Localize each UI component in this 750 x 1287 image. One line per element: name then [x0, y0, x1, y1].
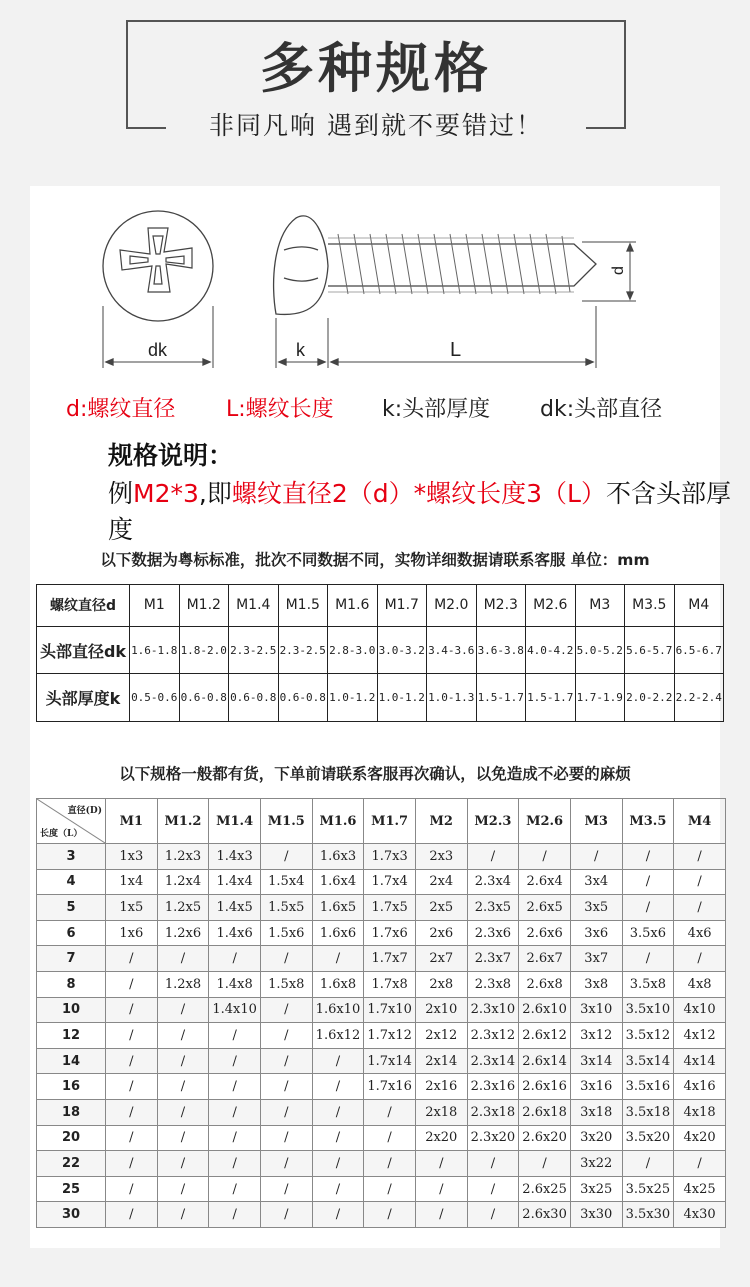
table2-cell: /	[467, 1151, 519, 1177]
table2-cell: 3.5x8	[622, 971, 674, 997]
table2-cell: 2.6x30	[519, 1202, 571, 1228]
table2-cell: 2.3x4	[467, 869, 519, 895]
spec-example-note: 不含头部厚度	[108, 479, 731, 544]
table2-cell: 2x18	[415, 1099, 467, 1125]
table2-cell: /	[106, 1099, 158, 1125]
table2-row	[37, 1048, 726, 1074]
table2-cell: 2.6x6	[519, 920, 571, 946]
table2-column-header: M2.3	[467, 799, 519, 844]
table1-row-header: 头部直径dk	[37, 626, 130, 674]
table2-cell: /	[260, 1099, 312, 1125]
table2-cell: 1.4x6	[209, 920, 261, 946]
table2-cell: 1.6x6	[312, 920, 364, 946]
table2-row	[37, 1151, 726, 1177]
table2-row	[37, 869, 726, 895]
table2-cell: /	[622, 946, 674, 972]
table2-cell: 3x14	[570, 1048, 622, 1074]
table2-cell: 2.6x16	[519, 1074, 571, 1100]
table1-cell: 2.2-2.4	[674, 674, 724, 722]
spec-example	[108, 474, 750, 546]
table2-cell: /	[106, 1176, 158, 1202]
table2-cell: 3x6	[570, 920, 622, 946]
screw-diagram	[96, 206, 656, 376]
table2-cell: 3.5x12	[622, 1023, 674, 1049]
table2-cell: /	[106, 1202, 158, 1228]
table2-cell: /	[209, 1202, 261, 1228]
table2-cell: /	[415, 1151, 467, 1177]
table2-cell: /	[622, 895, 674, 921]
table2-cell: 2.6x10	[519, 997, 571, 1023]
table2-cell: 3x10	[570, 997, 622, 1023]
table1-cell: 1.0-1.2	[328, 674, 378, 722]
table1-column-header: M3.5	[625, 585, 675, 627]
table2-cell: 1.7x7	[364, 946, 416, 972]
table2-cell: /	[312, 1151, 364, 1177]
table1-column-header: M1.4	[229, 585, 279, 627]
table2-cell: /	[415, 1202, 467, 1228]
table2-cell: 1x4	[106, 869, 158, 895]
table1-cell: 3.6-3.8	[476, 626, 526, 674]
table1-column-header: M2.6	[526, 585, 576, 627]
table2-cell: /	[260, 997, 312, 1023]
label-k: k	[296, 340, 305, 360]
table2-cell: 1x3	[106, 844, 158, 870]
spec-example-prefix: 例	[108, 479, 134, 508]
table2-cell: 3.5x25	[622, 1176, 674, 1202]
table2-cell: 1.2x5	[157, 895, 209, 921]
table2-cell: 2.3x14	[467, 1048, 519, 1074]
table2-cell: /	[312, 1048, 364, 1074]
table2-cell: /	[312, 1202, 364, 1228]
table2-cell: 3x20	[570, 1125, 622, 1151]
table1-cell: 6.5-6.7	[674, 626, 724, 674]
table2-cell: 3.5x16	[622, 1074, 674, 1100]
table2-cell: 1.2x4	[157, 869, 209, 895]
table1-cell: 1.0-1.2	[377, 674, 427, 722]
table2-cell: /	[106, 971, 158, 997]
table2-cell: 2x12	[415, 1023, 467, 1049]
table2-cell: 1.2x3	[157, 844, 209, 870]
table2-cell: 2x4	[415, 869, 467, 895]
corner-length-label: 长度（L）	[40, 829, 83, 839]
page-subtitle: 非同凡响 遇到就不要错过！	[166, 106, 586, 142]
table1-cell: 0.6-0.8	[229, 674, 279, 722]
table2-cell: /	[674, 895, 726, 921]
table2-row-length: 20	[37, 1125, 106, 1151]
table2-row-length: 14	[37, 1048, 106, 1074]
table2-cell: 2.3x12	[467, 1023, 519, 1049]
table2-column-header: M1	[106, 799, 158, 844]
table2-cell: 3x16	[570, 1074, 622, 1100]
table2-cell: 1.4x4	[209, 869, 261, 895]
table2-cell: /	[260, 1048, 312, 1074]
table2-cell: 2.3x16	[467, 1074, 519, 1100]
table2-cell: 2.3x18	[467, 1099, 519, 1125]
table2-row-length: 10	[37, 997, 106, 1023]
table1-cell: 1.0-1.3	[427, 674, 477, 722]
table2-cell: 4x25	[674, 1176, 726, 1202]
table1-column-header: M4	[674, 585, 724, 627]
table2-cell: 1.4x8	[209, 971, 261, 997]
table2-column-header: M1.4	[209, 799, 261, 844]
table2-cell: 3.5x14	[622, 1048, 674, 1074]
table2-cell: /	[312, 1074, 364, 1100]
label-L: L	[450, 339, 462, 361]
table2-cell: 3x18	[570, 1099, 622, 1125]
head-dimensions-table	[36, 584, 724, 722]
table2-row-length: 6	[37, 920, 106, 946]
table1-note: 以下数据为粤标标准，批次不同数据不同，实物详细数据请联系客服 单位：mm	[100, 551, 650, 569]
table1-row-header: 头部厚度k	[37, 674, 130, 722]
legend-dk: dk:头部直径	[540, 397, 663, 422]
table2-cell: 2.6x5	[519, 895, 571, 921]
table2-cell: 3x4	[570, 869, 622, 895]
table2-cell: /	[364, 1099, 416, 1125]
table2-cell: /	[674, 946, 726, 972]
table2-cell: /	[106, 997, 158, 1023]
table1-cell: 2.0-2.2	[625, 674, 675, 722]
table2-cell: /	[209, 946, 261, 972]
table2-cell: 1.5x5	[260, 895, 312, 921]
table2-cell: 3.5x6	[622, 920, 674, 946]
table2-row-length: 12	[37, 1023, 106, 1049]
table2-cell: 3x30	[570, 1202, 622, 1228]
table2-cell: 1.7x3	[364, 844, 416, 870]
table2-cell: 3.5x30	[622, 1202, 674, 1228]
table2-cell: 2x8	[415, 971, 467, 997]
table1-column-header: M3	[575, 585, 625, 627]
table2-cell: 1.4x5	[209, 895, 261, 921]
table2-cell: 2x3	[415, 844, 467, 870]
table2-cell: /	[467, 1202, 519, 1228]
table2-row	[37, 1099, 726, 1125]
table2-cell: 2.6x20	[519, 1125, 571, 1151]
table2-column-header: M3.5	[622, 799, 674, 844]
table2-cell: 1.6x4	[312, 869, 364, 895]
table2-column-header: M1.5	[260, 799, 312, 844]
table2-cell: 2x5	[415, 895, 467, 921]
table2-cell: /	[209, 1099, 261, 1125]
table2-column-header: M1.6	[312, 799, 364, 844]
table2-cell: /	[106, 1151, 158, 1177]
table2-cell: 1.7x8	[364, 971, 416, 997]
table2-cell: /	[312, 1125, 364, 1151]
spec-example-meaning: 螺纹直径2（d）*螺纹长度3（L）	[231, 479, 606, 508]
table2-cell: 3x25	[570, 1176, 622, 1202]
table1-column-header: M2.0	[427, 585, 477, 627]
table2-cell: 4x12	[674, 1023, 726, 1049]
table2-row	[37, 997, 726, 1023]
table2-cell: 4x10	[674, 997, 726, 1023]
table2-cell: 4x18	[674, 1099, 726, 1125]
table1-row	[37, 626, 724, 674]
table2-cell: 1.2x6	[157, 920, 209, 946]
table2-cell: 4x14	[674, 1048, 726, 1074]
table2-cell: 1x6	[106, 920, 158, 946]
table2-cell: 2.6x12	[519, 1023, 571, 1049]
table1-column-header: M2.3	[476, 585, 526, 627]
table2-row	[37, 1125, 726, 1151]
table2-cell: 3x12	[570, 1023, 622, 1049]
table2-cell: /	[312, 1099, 364, 1125]
table2-cell: /	[519, 844, 571, 870]
legend-d: d:螺纹直径	[66, 397, 176, 422]
table2-cell: /	[209, 1176, 261, 1202]
table2-cell: /	[106, 946, 158, 972]
table2-header-row	[37, 799, 726, 844]
table1-cell: 2.3-2.5	[229, 626, 279, 674]
table1-column-header: M1.7	[377, 585, 427, 627]
table2-cell: /	[260, 1151, 312, 1177]
table2-cell: 3.5x20	[622, 1125, 674, 1151]
legend-L: L:螺纹长度	[226, 397, 334, 422]
table2-cell: /	[364, 1151, 416, 1177]
table2-row	[37, 1023, 726, 1049]
table2-cell: 1.5x4	[260, 869, 312, 895]
table2-cell: 1.7x10	[364, 997, 416, 1023]
table2-cell: /	[622, 844, 674, 870]
table2-cell: /	[157, 1151, 209, 1177]
table2-cell: /	[674, 869, 726, 895]
table2-cell: /	[674, 844, 726, 870]
table2-cell: /	[157, 997, 209, 1023]
table1-column-header: M1	[130, 585, 180, 627]
table2-cell: /	[364, 1176, 416, 1202]
table2-column-header: M1.7	[364, 799, 416, 844]
table1-cell: 3.0-3.2	[377, 626, 427, 674]
page-title: 多种规格	[260, 37, 492, 100]
table2-cell: /	[364, 1125, 416, 1151]
table2-cell: /	[519, 1151, 571, 1177]
table2-cell: 2.3x20	[467, 1125, 519, 1151]
table2-cell: 3x8	[570, 971, 622, 997]
table2-cell: /	[157, 1176, 209, 1202]
table2-cell: /	[260, 844, 312, 870]
table2-cell: 1.5x6	[260, 920, 312, 946]
spec-example-size: M2*3	[133, 479, 199, 508]
table2-cell: /	[260, 1176, 312, 1202]
table2-cell: 2x16	[415, 1074, 467, 1100]
table1-column-header: M1.6	[328, 585, 378, 627]
table2-cell: 4x6	[674, 920, 726, 946]
table1-cell: 1.6-1.8	[130, 626, 180, 674]
table2-cell: /	[260, 1023, 312, 1049]
table2-cell: /	[157, 1074, 209, 1100]
table1-cell: 2.3-2.5	[278, 626, 328, 674]
table2-row-length: 5	[37, 895, 106, 921]
table2-row-length: 18	[37, 1099, 106, 1125]
table1-cell: 1.5-1.7	[526, 674, 576, 722]
table2-cell: 4x16	[674, 1074, 726, 1100]
table2-row-length: 7	[37, 946, 106, 972]
table2-note: 以下规格一般都有货，下单前请联系客服再次确认，以免造成不必要的麻烦	[119, 765, 631, 783]
table2-row	[37, 1074, 726, 1100]
table2-cell: /	[312, 1176, 364, 1202]
table2-cell: 1.7x6	[364, 920, 416, 946]
screw-thread	[328, 234, 596, 294]
table2-row	[37, 1202, 726, 1228]
table1-cell: 2.8-3.0	[328, 626, 378, 674]
table2-cell: 2.3x8	[467, 971, 519, 997]
table2-column-header: M3	[570, 799, 622, 844]
table2-cell: 3x7	[570, 946, 622, 972]
table2-cell: /	[260, 1125, 312, 1151]
table2-row-length: 16	[37, 1074, 106, 1100]
spec-title: 规格说明：	[108, 441, 234, 470]
table1-cell: 1.5-1.7	[476, 674, 526, 722]
table2-cell: 3x5	[570, 895, 622, 921]
table2-cell: 2.3x5	[467, 895, 519, 921]
table2-cell: 1x5	[106, 895, 158, 921]
table2-cell: /	[209, 1151, 261, 1177]
table2-row	[37, 844, 726, 870]
table2-row-length: 22	[37, 1151, 106, 1177]
table2-cell: 4x8	[674, 971, 726, 997]
table2-cell: 1.6x3	[312, 844, 364, 870]
table2-cell: 1.5x8	[260, 971, 312, 997]
table2-row	[37, 971, 726, 997]
table2-cell: /	[260, 946, 312, 972]
size-availability-table	[36, 798, 726, 1228]
table1-column-header: M1.5	[278, 585, 328, 627]
table1-cell: 4.0-4.2	[526, 626, 576, 674]
table2-cell: /	[157, 1125, 209, 1151]
spec-example-join: ,即	[198, 479, 232, 508]
table2-cell: 2x10	[415, 997, 467, 1023]
phillips-cross-icon	[120, 228, 192, 292]
table2-cell: 2.3x10	[467, 997, 519, 1023]
table2-cell: /	[157, 1048, 209, 1074]
table2-cell: /	[260, 1202, 312, 1228]
table2-cell: 2x6	[415, 920, 467, 946]
table2-cell: 2x14	[415, 1048, 467, 1074]
table1-cell: 1.7-1.9	[575, 674, 625, 722]
table2-cell: 3.5x10	[622, 997, 674, 1023]
table2-cell: /	[622, 869, 674, 895]
table1-cell: 5.6-5.7	[625, 626, 675, 674]
table2-cell: 3x22	[570, 1151, 622, 1177]
table2-cell: /	[106, 1074, 158, 1100]
table2-cell: 1.6x10	[312, 997, 364, 1023]
table2-row	[37, 920, 726, 946]
table2-cell: 1.4x10	[209, 997, 261, 1023]
table2-column-header: M1.2	[157, 799, 209, 844]
table2-cell: /	[622, 1151, 674, 1177]
table2-cell: /	[157, 1099, 209, 1125]
table2-row	[37, 895, 726, 921]
table2-cell: 1.6x12	[312, 1023, 364, 1049]
table2-cell: 1.7x16	[364, 1074, 416, 1100]
table2-row-length: 3	[37, 844, 106, 870]
table1-cell: 1.8-2.0	[179, 626, 229, 674]
table2-cell: 1.7x12	[364, 1023, 416, 1049]
table2-cell: /	[157, 1202, 209, 1228]
table2-cell: 2.6x4	[519, 869, 571, 895]
table2-cell: /	[209, 1074, 261, 1100]
table2-cell: /	[209, 1048, 261, 1074]
table1-column-header: M1.2	[179, 585, 229, 627]
table2-cell: /	[467, 844, 519, 870]
table2-cell: /	[312, 946, 364, 972]
table2-cell: 2.6x14	[519, 1048, 571, 1074]
table1-cell: 0.5-0.6	[130, 674, 180, 722]
table2-cell: 1.7x4	[364, 869, 416, 895]
header-rule-right	[586, 127, 626, 129]
table2-cell: 1.7x14	[364, 1048, 416, 1074]
table1-cell: 0.6-0.8	[179, 674, 229, 722]
corner-diameter-label: 直径(D)	[67, 806, 102, 816]
screw-head-side-view	[274, 216, 328, 315]
table2-cell: 2.6x7	[519, 946, 571, 972]
table2-cell: 1.7x5	[364, 895, 416, 921]
legend-k: k:头部厚度	[382, 397, 491, 422]
label-dk: dk	[148, 340, 168, 360]
table2-cell: /	[570, 844, 622, 870]
table2-cell: /	[209, 1023, 261, 1049]
table2-cell: 1.4x3	[209, 844, 261, 870]
table2-cell: 4x20	[674, 1125, 726, 1151]
table2-column-header: M2.6	[519, 799, 571, 844]
table1-cell: 0.6-0.8	[278, 674, 328, 722]
table2-cell: 2.3x7	[467, 946, 519, 972]
table2-cell: /	[157, 946, 209, 972]
table2-cell: 1.6x5	[312, 895, 364, 921]
table2-cell: /	[157, 1023, 209, 1049]
table1-cell: 3.4-3.6	[427, 626, 477, 674]
table2-cell: /	[467, 1176, 519, 1202]
table2-cell: /	[364, 1202, 416, 1228]
table1-header-row	[37, 585, 724, 627]
table2-row-length: 30	[37, 1202, 106, 1228]
table2-cell: 3.5x18	[622, 1099, 674, 1125]
table2-cell: 2.6x8	[519, 971, 571, 997]
table2-cell: /	[260, 1074, 312, 1100]
table2-cell: 2x20	[415, 1125, 467, 1151]
table2-cell: 1.2x8	[157, 971, 209, 997]
table2-cell: /	[106, 1023, 158, 1049]
table2-cell: /	[209, 1125, 261, 1151]
header-rule-left	[126, 127, 166, 129]
table2-row-length: 25	[37, 1176, 106, 1202]
table2-column-header: M4	[674, 799, 726, 844]
table2-cell: /	[106, 1125, 158, 1151]
table2-row-length: 8	[37, 971, 106, 997]
table1-row	[37, 674, 724, 722]
table2-corner	[37, 799, 106, 844]
table2-cell: 2x7	[415, 946, 467, 972]
table2-cell: 2.6x25	[519, 1176, 571, 1202]
table2-cell: 4x30	[674, 1202, 726, 1228]
table2-cell: /	[415, 1176, 467, 1202]
table2-cell: 1.6x8	[312, 971, 364, 997]
table1-cell: 5.0-5.2	[575, 626, 625, 674]
table2-row	[37, 946, 726, 972]
table2-cell: /	[674, 1151, 726, 1177]
table1-row-header: 螺纹直径d	[37, 585, 130, 627]
table2-cell: 2.6x18	[519, 1099, 571, 1125]
table2-column-header: M2	[415, 799, 467, 844]
label-d: d	[610, 266, 627, 275]
table2-row-length: 4	[37, 869, 106, 895]
table2-cell: /	[106, 1048, 158, 1074]
table2-cell: 2.3x6	[467, 920, 519, 946]
table2-row	[37, 1176, 726, 1202]
